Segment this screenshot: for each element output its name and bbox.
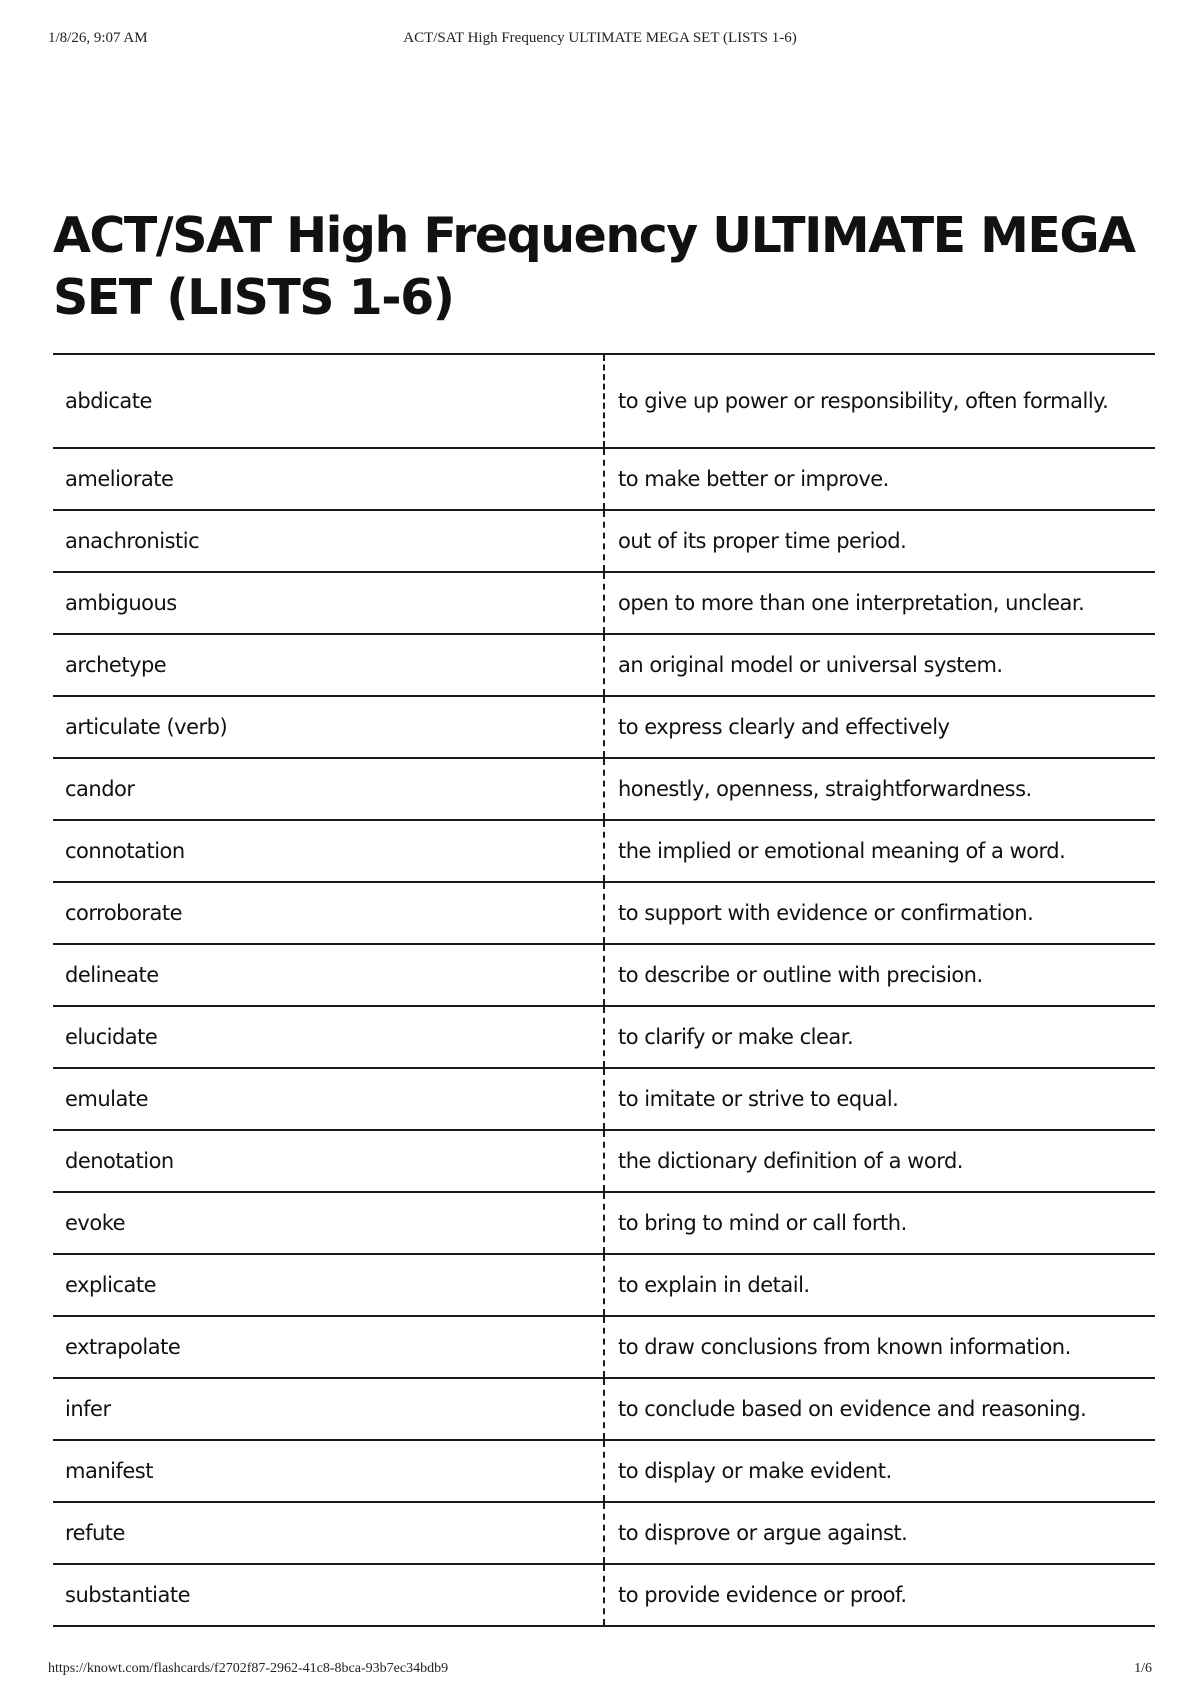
table-row [53, 1006, 1155, 1068]
table-row [53, 1378, 1155, 1440]
definition-cell: the implied or emotional meaning of a word. [618, 839, 1066, 863]
term-cell: archetype [53, 634, 604, 696]
term-cell: refute [53, 1502, 604, 1564]
print-date: 1/8/26, 9:07 AM [48, 30, 148, 46]
table-row [53, 1192, 1155, 1254]
term-cell: ameliorate [53, 448, 604, 510]
table-row [53, 944, 1155, 1006]
table-row [53, 354, 1155, 448]
definition-cell: out of its proper time period. [618, 529, 907, 553]
table-row [53, 572, 1155, 634]
table-row [53, 882, 1155, 944]
term-cell: explicate [53, 1254, 604, 1316]
term-cell: extrapolate [53, 1316, 604, 1378]
page-title: ACT/SAT High Frequency ULTIMATE MEGA SET (LISTS 1-6) [53, 207, 1135, 326]
table-row [53, 634, 1155, 696]
definition-cell: to describe or outline with precision. [618, 963, 983, 987]
print-footer [48, 1661, 1152, 1681]
term-cell: denotation [53, 1130, 604, 1192]
table-row [53, 1068, 1155, 1130]
term-cell: anachronistic [53, 510, 604, 572]
definition-cell: to express clearly and effectively [618, 715, 950, 739]
source-url[interactable]: https://knowt.com/flashcards/f2702f87-2962-41c8-8bca-93b7ec34bdb9 [48, 1661, 449, 1676]
definition-cell: honestly, openness, straightforwardness. [618, 777, 1032, 801]
table-row [53, 696, 1155, 758]
definition-cell: to support with evidence or confirmation. [618, 901, 1034, 925]
term-cell: substantiate [53, 1564, 604, 1626]
table-row [53, 1502, 1155, 1564]
term-cell: ambiguous [53, 572, 604, 634]
table-row [53, 1130, 1155, 1192]
term-cell: candor [53, 758, 604, 820]
table-row [53, 1440, 1155, 1502]
definition-cell: to provide evidence or proof. [618, 1583, 907, 1607]
definition-cell: to explain in detail. [618, 1273, 810, 1297]
term-cell: connotation [53, 820, 604, 882]
table-row [53, 448, 1155, 510]
term-cell: articulate (verb) [53, 696, 604, 758]
table-row [53, 1254, 1155, 1316]
definition-cell: to conclude based on evidence and reasoning. [618, 1397, 1087, 1421]
definition-cell: an original model or universal system. [618, 653, 1003, 677]
definition-cell: open to more than one interpretation, unclear. [618, 591, 1085, 615]
definition-cell: to display or make evident. [618, 1459, 892, 1483]
table-row [53, 1316, 1155, 1378]
definition-cell: to give up power or responsibility, often formally. [618, 389, 1109, 413]
term-cell: manifest [53, 1440, 604, 1502]
definition-cell: to bring to mind or call forth. [618, 1211, 907, 1235]
term-cell: emulate [53, 1068, 604, 1130]
table-row [53, 510, 1155, 572]
table-row [53, 758, 1155, 820]
table-row [53, 1564, 1155, 1626]
definition-cell: to make better or improve. [618, 467, 889, 491]
term-cell: elucidate [53, 1006, 604, 1068]
term-cell: evoke [53, 1192, 604, 1254]
print-header [48, 30, 1152, 50]
print-document-title: ACT/SAT High Frequency ULTIMATE MEGA SET (LISTS 1-6) [403, 30, 797, 46]
term-cell: corroborate [53, 882, 604, 944]
definition-cell: to imitate or strive to equal. [618, 1087, 899, 1111]
term-cell: delineate [53, 944, 604, 1006]
term-cell: abdicate [53, 354, 604, 448]
definition-cell: to draw conclusions from known information. [618, 1335, 1071, 1359]
definition-cell: to clarify or make clear. [618, 1025, 854, 1049]
definition-cell: to disprove or argue against. [618, 1521, 908, 1545]
term-cell: infer [53, 1378, 604, 1440]
table-row [53, 820, 1155, 882]
page-number: 1/6 [1134, 1661, 1152, 1676]
definition-cell: the dictionary definition of a word. [618, 1149, 963, 1173]
flashcard-table [53, 353, 1155, 1627]
